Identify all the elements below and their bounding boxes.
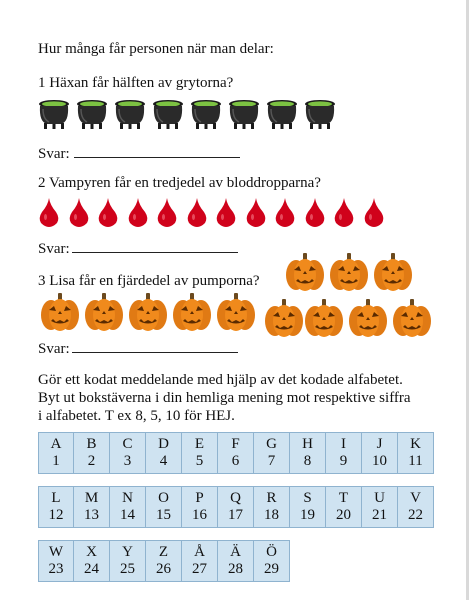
alphabet-number: 9 [339,453,348,469]
alphabet-number: 22 [408,507,423,523]
alphabet-letter: K [410,436,421,452]
alphabet-letter: F [231,436,240,452]
answer-1 [38,143,240,163]
alphabet-cell [74,486,110,528]
blood-drop-icon [245,197,267,227]
alphabet-cell [218,540,254,582]
alphabet-cell [254,540,290,582]
pumpkin-icon [392,298,432,338]
alphabet-letter: L [51,490,61,506]
pumpkin-icon [84,292,124,332]
alphabet-letter: Ö [266,544,277,560]
alphabet-letter: M [84,490,99,506]
blood-drop-icon [127,197,149,227]
alphabet-number: 15 [156,507,171,523]
pumpkin-icon [373,252,413,292]
pumpkin-icon [40,292,80,332]
alphabet-letter: Ä [230,544,241,560]
alphabet-cell [254,432,290,474]
blood-drop-icon [68,197,90,227]
alphabet-number: 27 [192,561,207,577]
alphabet-cell [38,486,74,528]
cauldron-icon [113,97,147,131]
alphabet-cell [254,486,290,528]
alphabet-letter: O [158,490,169,506]
alphabet-letter: I [341,436,346,452]
instructions: Gör ett kodat meddelande med hjälp av det kodade alfabetet. Byt ut bokstäverna i din hemliga mening mot respektive siffra i alfabetet. T ex 8, 5, 10 för HEJ. [38,372,411,424]
intro-text: Hur många får personen när man delar: [38,41,274,57]
blood-drop-row [38,197,392,227]
cauldron-row [37,97,341,131]
answer-1-line[interactable] [74,143,240,158]
blood-drop-icon [38,197,60,227]
alphabet-cell [290,432,326,474]
pumpkin-icon [348,298,388,338]
alphabet-cell [218,432,254,474]
alphabet-number: 3 [123,453,132,469]
alphabet-number: 11 [408,453,423,469]
pumpkin-icon [329,252,369,292]
alphabet-letter: W [48,544,64,560]
pumpkin-icon [216,292,256,332]
pumpkin-icon [264,298,304,338]
alphabet-number: 13 [84,507,99,523]
alphabet-cell [146,432,182,474]
alphabet-cell [290,486,326,528]
alphabet-number: 19 [300,507,315,523]
alphabet-cell [398,432,434,474]
alphabet-cell [182,432,218,474]
alphabet-letter: Y [122,544,133,560]
pumpkin-icon [285,252,325,292]
cauldron-icon [189,97,223,131]
alphabet-letter: N [122,490,133,506]
alphabet-number: 8 [303,453,312,469]
alphabet-letter: B [86,436,97,452]
answer-2-line[interactable] [72,238,238,253]
alphabet-cell [362,486,398,528]
answer-label: Svar: [38,341,70,357]
blood-drop-icon [333,197,355,227]
alphabet-letter: G [266,436,277,452]
alphabet-letter: X [86,544,97,560]
alphabet-cell [110,486,146,528]
alphabet-number: 28 [228,561,243,577]
alphabet-cell [362,432,398,474]
alphabet-cell [218,486,254,528]
alphabet-number: 5 [195,453,204,469]
alphabet-letter: Å [194,544,205,560]
alphabet-letter: V [410,490,421,506]
alphabet-number: 17 [228,507,243,523]
blood-drop-icon [274,197,296,227]
alphabet-number: 1 [52,453,60,469]
cauldron-icon [151,97,185,131]
answer-label: Svar: [38,241,70,257]
blood-drop-icon [304,197,326,227]
cauldron-icon [75,97,109,131]
alphabet-cell [326,486,362,528]
alphabet-number: 21 [372,507,387,523]
alphabet-letter: E [194,436,205,452]
alphabet-letter: U [374,490,385,506]
question-2: 2 Vampyren får en tredjedel av bloddropparna? [38,175,321,191]
alphabet-number: 10 [372,453,387,469]
answer-label: Svar: [38,146,70,162]
alphabet-letter: S [303,490,312,506]
blood-drop-icon [186,197,208,227]
alphabet-letter: R [266,490,277,506]
alphabet-number: 20 [336,507,351,523]
alphabet-number: 7 [267,453,276,469]
alphabet-cell [38,432,74,474]
alphabet-number: 18 [264,507,279,523]
cauldron-icon [37,97,71,131]
blood-drop-icon [156,197,178,227]
alphabet-cell [182,540,218,582]
alphabet-row-1 [38,432,434,474]
cauldron-icon [265,97,299,131]
alphabet-cell [146,486,182,528]
alphabet-letter: J [376,436,383,452]
alphabet-letter: T [338,490,349,506]
alphabet-number: 12 [48,507,64,523]
alphabet-cell [146,540,182,582]
alphabet-number: 4 [159,453,168,469]
alphabet-letter: H [302,436,313,452]
question-3: 3 Lisa får en fjärdedel av pumporna? [38,273,260,289]
pumpkin-icon [304,298,344,338]
alphabet-letter: Z [158,544,169,560]
pumpkin-icon [128,292,168,332]
alphabet-cell [182,486,218,528]
question-1: 1 Häxan får hälften av grytorna? [38,75,234,91]
alphabet-number: 16 [192,507,207,523]
alphabet-number: 6 [231,453,240,469]
blood-drop-icon [97,197,119,227]
alphabet-number: 25 [120,561,135,577]
alphabet-cell [38,540,74,582]
alphabet-letter: Q [230,490,241,506]
alphabet-row-3 [38,540,290,582]
alphabet-number: 26 [156,561,171,577]
alphabet-number: 2 [87,453,96,469]
alphabet-cell [326,432,362,474]
alphabet-letter: P [195,490,204,506]
cauldron-icon [303,97,337,131]
alphabet-letter: D [158,436,169,452]
alphabet-number: 14 [120,507,135,523]
alphabet-letter: A [50,436,62,452]
answer-3 [38,338,238,358]
blood-drop-icon [363,197,385,227]
answer-3-line[interactable] [72,338,238,353]
alphabet-row-2 [38,486,434,528]
answer-2 [38,238,238,258]
blood-drop-icon [215,197,237,227]
pumpkin-icon [172,292,212,332]
alphabet-cell [74,540,110,582]
alphabet-cell [74,432,110,474]
alphabet-letter: C [122,436,133,452]
alphabet-number: 29 [264,561,279,577]
alphabet-number: 23 [48,561,64,577]
alphabet-cell [110,540,146,582]
alphabet-number: 24 [84,561,99,577]
alphabet-cell [398,486,434,528]
cauldron-icon [227,97,261,131]
alphabet-cell [110,432,146,474]
